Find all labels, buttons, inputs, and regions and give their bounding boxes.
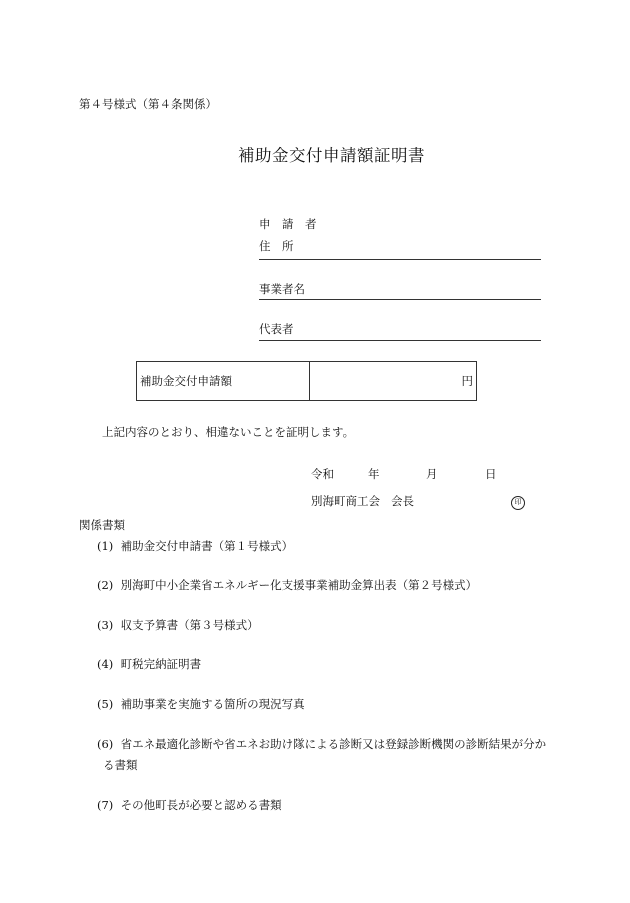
seal-mark [511,495,525,510]
amount-label: 補助金交付申請額 [140,374,232,388]
item-number: (4) [97,657,114,671]
representative-underline [259,340,541,341]
item-text: 収支予算書（第３号様式） [120,618,259,632]
date-month: 月 [426,467,438,481]
related-doc-item-continuation: る書類 [103,758,138,772]
representative-label: 代表者 [259,322,294,336]
item-number: (7) [97,798,114,812]
certification-text: 上記内容のとおり、相違ないことを証明します。 [102,425,355,439]
item-text: 補助事業を実施する箇所の現況写真 [120,697,305,711]
related-doc-item [97,699,305,711]
related-doc-item [97,541,293,553]
certifier-role: 会長 [391,494,414,508]
related-doc-item [97,659,201,671]
document-title: 補助金交付申請額証明書 [238,146,425,165]
certifier-organization: 別海町商工会 [311,494,380,508]
item-number: (2) [97,578,114,592]
amount-unit: 円 [461,374,473,388]
item-text: 補助金交付申請書（第１号様式） [120,539,294,553]
address-underline [259,259,541,260]
item-number: (3) [97,618,114,632]
address-label: 住 所 [259,239,294,253]
amount-value-cell [310,362,476,400]
date-year: 年 [368,467,380,481]
related-doc-item [97,620,259,632]
related-doc-item [97,580,477,592]
item-text: 省エネ最適化診断や省エネお助け隊による診断又は登録診断機関の診断結果が分か [120,737,547,751]
seal-icon: 印 [511,496,525,510]
related-docs-heading: 関係書類 [79,518,125,532]
item-number: (1) [97,539,114,553]
date-day: 日 [485,467,497,481]
date-era: 令和 [311,467,334,481]
related-doc-item [97,739,546,751]
item-text: その他町長が必要と認める書類 [120,798,282,812]
item-text: 別海町中小企業省エネルギー化支援事業補助金算出表（第２号様式） [120,578,478,592]
item-number: (5) [97,697,114,711]
amount-table [136,361,477,401]
business-name-label: 事業者名 [259,282,305,296]
form-number: 第４号様式（第４条関係） [79,97,217,111]
business-name-underline [259,299,541,300]
item-number: (6) [97,737,114,751]
related-doc-item [97,800,282,812]
applicant-label: 申 請 者 [259,217,317,231]
amount-label-cell [137,362,310,400]
item-text: 町税完納証明書 [120,657,202,671]
